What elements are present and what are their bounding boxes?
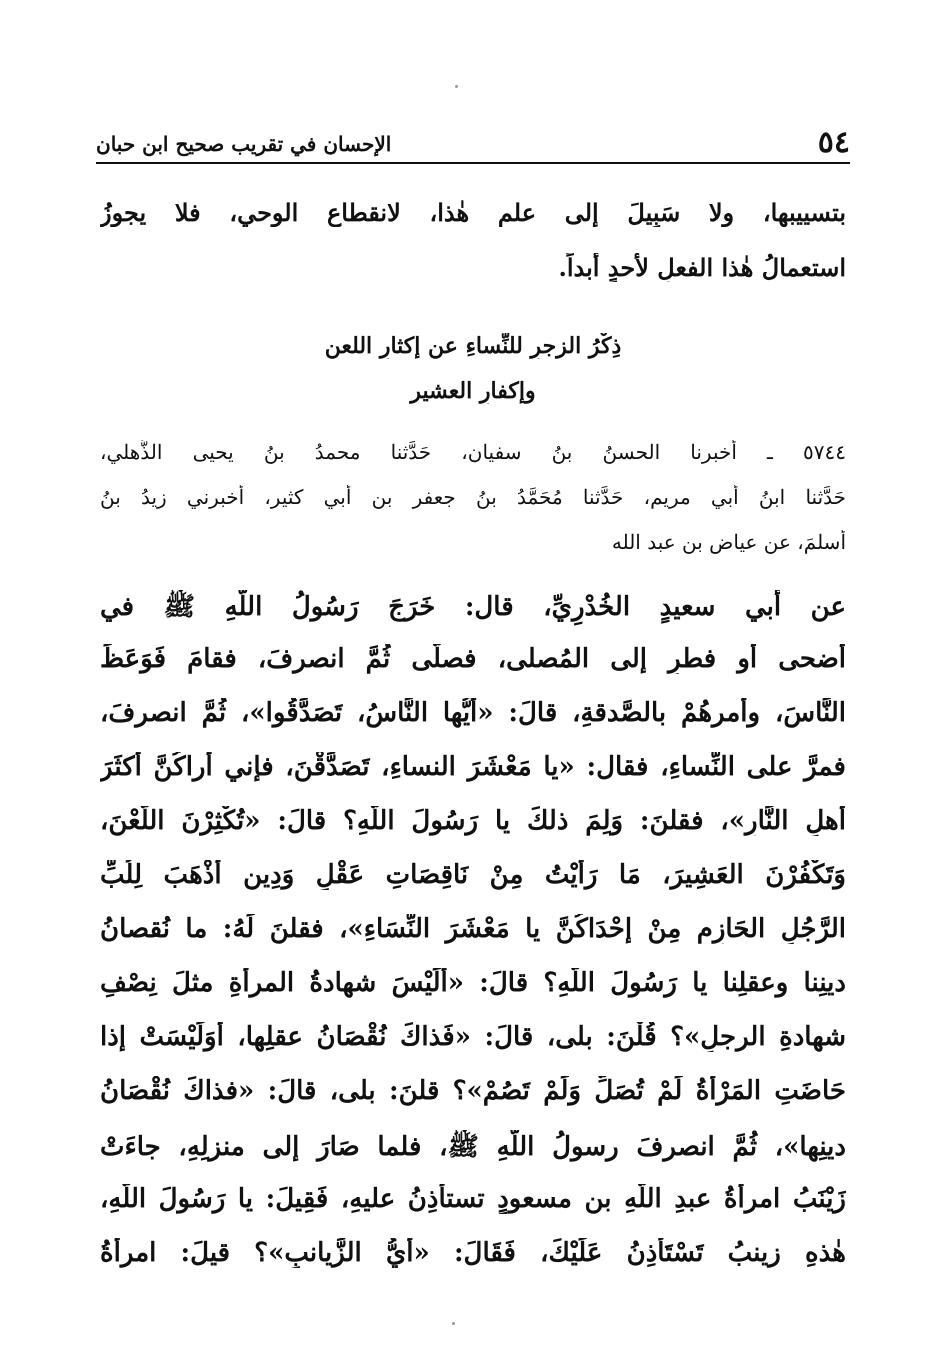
page-number: ٥٤ bbox=[817, 125, 850, 160]
hadith-line: أضحى أو فطرٍ إلى المُصلى، فصلَّى ثُمَّ انصرفَ، فقامَ فَوَعَظَ bbox=[100, 644, 846, 674]
isnad-line: ٥٧٤٤ ـ أخبرنا الحسنُ بنُ سفيان، حَدَّثنا محمدُ بنُ يحيى الذُّهلي، bbox=[100, 440, 846, 464]
hadith-line: عن أبي سعيدٍ الخُدْرِيِّ، قال: خَرَجَ رَسُولُ اللَّهِ ﷺ في bbox=[100, 592, 846, 622]
hadith-line: الرَّجُلِ الحَازِمِ مِنْ إحْدَاكُنَّ يا مَعْشَرَ النِّسَاءِ»، فقلنَ لَهُ: ما نُقصانُ bbox=[100, 914, 846, 944]
isnad-line: حَدَّثنا ابنُ أبي مريم، حَدَّثنا مُحَمَّدُ بنُ جعفر بن أبي كثير، أخبرني زيدُ بنُ bbox=[100, 485, 846, 509]
hadith-line: شهادةِ الرجلِ»؟ قُلْنَ: بلى، قالَ: «فَذاكَ نُقْصَانُ عقلِها، أَوَلَيْسَتْ إذا bbox=[100, 1022, 846, 1052]
hadith-line: أهلِ النَّارِ»، فقلنَ: وَلِمَ ذلكَ يا رَسُولَ اللَّهِ؟ قالَ: «تُكْثِرْنَ اللَّعْنَ، bbox=[100, 806, 846, 836]
hadith-line: النَّاسَ، وأمرهُمْ بالصَّدقةِ، قالَ: «أيُّها النَّاسُ، تَصَدَّقُوا»، ثُمَّ انصرفَ، bbox=[100, 698, 846, 728]
scan-speck bbox=[455, 85, 458, 88]
section-title: وإكفارِ العشير bbox=[410, 378, 536, 404]
hadith-line: وَتَكْفُرْنَ العَشِيرَ، مَا رَأَيْتُ مِنْ نَاقِصَاتِ عَقْلٍ وَدِينٍ أَذْهَبَ لِلُبِّ bbox=[100, 860, 846, 890]
running-header bbox=[96, 125, 850, 164]
hadith-line: هٰذهِ زينبُ تَسْتَأْذِنُ عَلَيْكَ، فَقَالَ: «أيُّ الزَّيانبِ»؟ قيلَ: امرأةُ bbox=[100, 1238, 846, 1268]
hadith-line: حَاضَتِ المَرْأَةُ لَمْ تُصَلِّ وَلَمْ تَصُمْ»؟ قلنَ: بلى، قالَ: «فذاكَ نُقْصَانُ bbox=[100, 1076, 846, 1106]
intro-line: بتسييبها، ولا سَبِيلَ إلى علم هٰذا، لانقطاع الوحي، فلا يجوزُ bbox=[100, 198, 846, 227]
hadith-line: زَيْنَبُ امرأةُ عبدِ اللَّهِ بن مسعودٍ تستأذِنُ عليهِ، فَقِيلَ: يا رَسُولَ اللَّهِ، bbox=[100, 1184, 846, 1214]
isnad-line: أسلمَ، عن عياض بنِ عبد الله bbox=[611, 530, 846, 554]
section-title: ذِكْرُ الزجرِ للنِّساءِ عن إكثارِ اللعن bbox=[324, 333, 622, 359]
scan-speck bbox=[452, 1322, 455, 1325]
intro-line: استعمالُ هٰذا الفعلِ لأحدٍ أبداً. bbox=[558, 253, 846, 282]
hadith-line: فمرَّ على النِّساءِ، فقال: «يا مَعْشَرَ النساءِ، تَصَدَّقْنَ، فإني أُراكُنَّ أكثَرَ bbox=[100, 752, 846, 782]
hadith-line: دينِها»، ثُمَّ انصرفَ رسولُ اللَّهِ ﷺ، فلما صَارَ إلى منزلِهِ، جاءَتْ bbox=[100, 1132, 846, 1162]
book-title: الإحسان في تقريب صحيح ابن حبان bbox=[96, 132, 392, 156]
hadith-line: دينِنا وعقلِنا يا رَسُولَ اللَّهِ؟ قالَ: «أَلَيْسَ شهادةُ المرأةِ مثلَ نِصْفِ bbox=[100, 968, 846, 998]
